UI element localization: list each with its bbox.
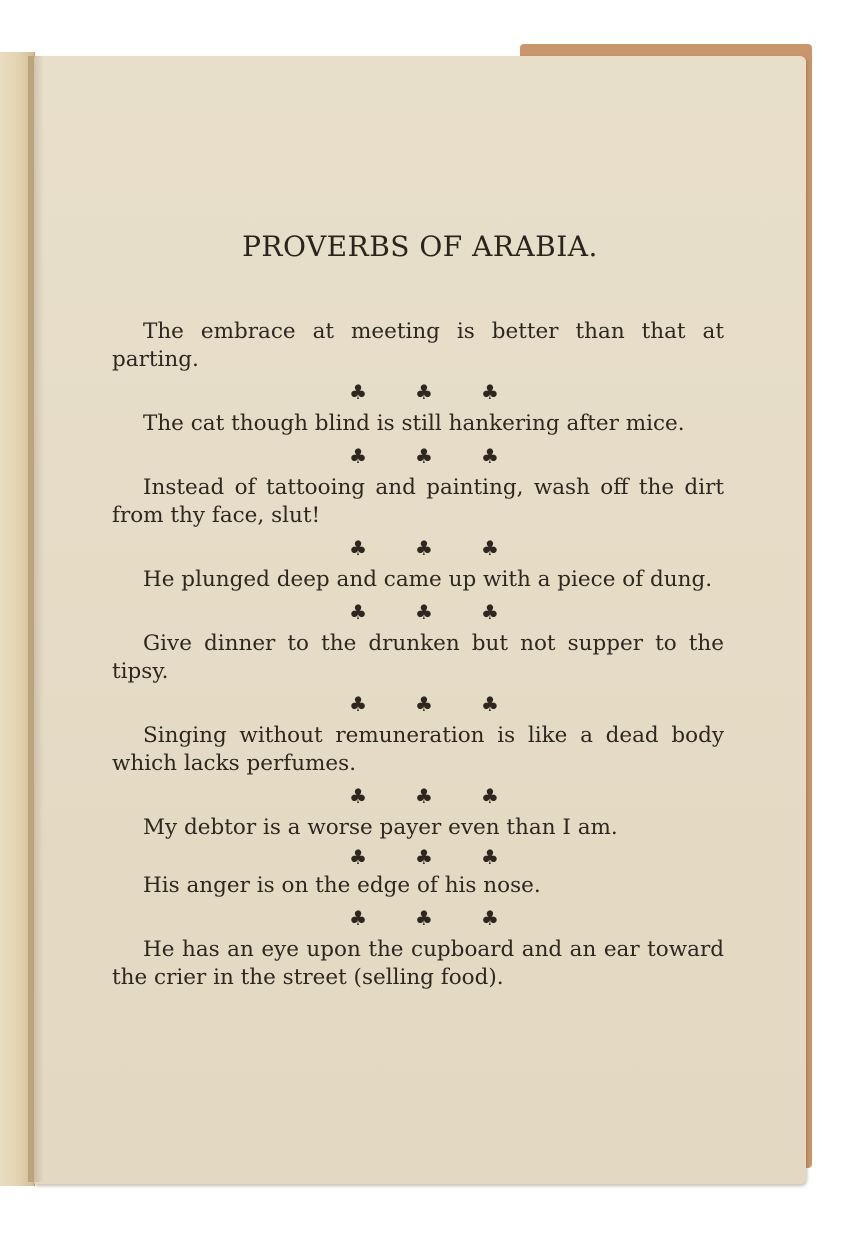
- club-ornament-icon: ♣: [415, 784, 433, 808]
- proverb-8: His anger is on the edge of his nose.: [143, 873, 541, 898]
- club-ornament-icon: ♣: [480, 536, 499, 560]
- club-ornament-icon: ♣: [349, 380, 368, 404]
- club-ornament-icon: ♣: [415, 380, 433, 404]
- club-ornament-icon: ♣: [415, 845, 433, 869]
- proverb-5: Give dinner to the drunken but not supper to the tipsy.: [112, 631, 724, 684]
- club-ornament-icon: ♣: [349, 784, 368, 808]
- gutter-shadow: [28, 56, 44, 1182]
- club-ornament-icon: ♣: [415, 906, 433, 930]
- club-ornament-icon: ♣: [349, 536, 368, 560]
- ornament-row: [112, 842, 724, 872]
- proverb-6: Singing without remuneration is like a dead body which lacks perfumes.: [112, 723, 724, 776]
- proverb-list: [112, 318, 724, 992]
- club-ornament-icon: ♣: [349, 444, 368, 468]
- club-ornament-icon: ♣: [480, 380, 499, 404]
- proverb-4: He plunged deep and came up with a piece of dung.: [143, 567, 713, 592]
- proverb-7: My debtor is a worse payer even than I am.: [143, 815, 618, 840]
- club-ornament-icon: ♣: [415, 444, 433, 468]
- proverb-1: The embrace at meeting is better than that at parting.: [112, 319, 724, 372]
- page-title: PROVERBS OF ARABIA.: [242, 230, 598, 263]
- club-ornament-icon: ♣: [349, 600, 368, 624]
- ornament-row: [112, 374, 724, 410]
- book-page: [34, 56, 806, 1184]
- club-ornament-icon: ♣: [415, 600, 433, 624]
- club-ornament-icon: ♣: [480, 600, 499, 624]
- ornament-row: [112, 900, 724, 936]
- proverb-3: Instead of tattooing and painting, wash off the dirt from thy face, slut!: [112, 475, 724, 528]
- club-ornament-icon: ♣: [415, 536, 433, 560]
- club-ornament-icon: ♣: [480, 906, 499, 930]
- proverb-9: He has an eye upon the cupboard and an ear toward the crier in the street (selling food).: [112, 937, 724, 990]
- club-ornament-icon: ♣: [349, 692, 368, 716]
- ornament-row: [112, 438, 724, 474]
- club-ornament-icon: ♣: [349, 906, 368, 930]
- ornament-row: [112, 778, 724, 814]
- club-ornament-icon: ♣: [349, 845, 368, 869]
- proverb-2: The cat though blind is still hankering after mice.: [143, 411, 685, 436]
- club-ornament-icon: ♣: [415, 692, 433, 716]
- club-ornament-icon: ♣: [480, 784, 499, 808]
- club-ornament-icon: ♣: [480, 444, 499, 468]
- ornament-row: [112, 686, 724, 722]
- club-ornament-icon: ♣: [480, 845, 499, 869]
- club-ornament-icon: ♣: [480, 692, 499, 716]
- ornament-row: [112, 530, 724, 566]
- ornament-row: [112, 594, 724, 630]
